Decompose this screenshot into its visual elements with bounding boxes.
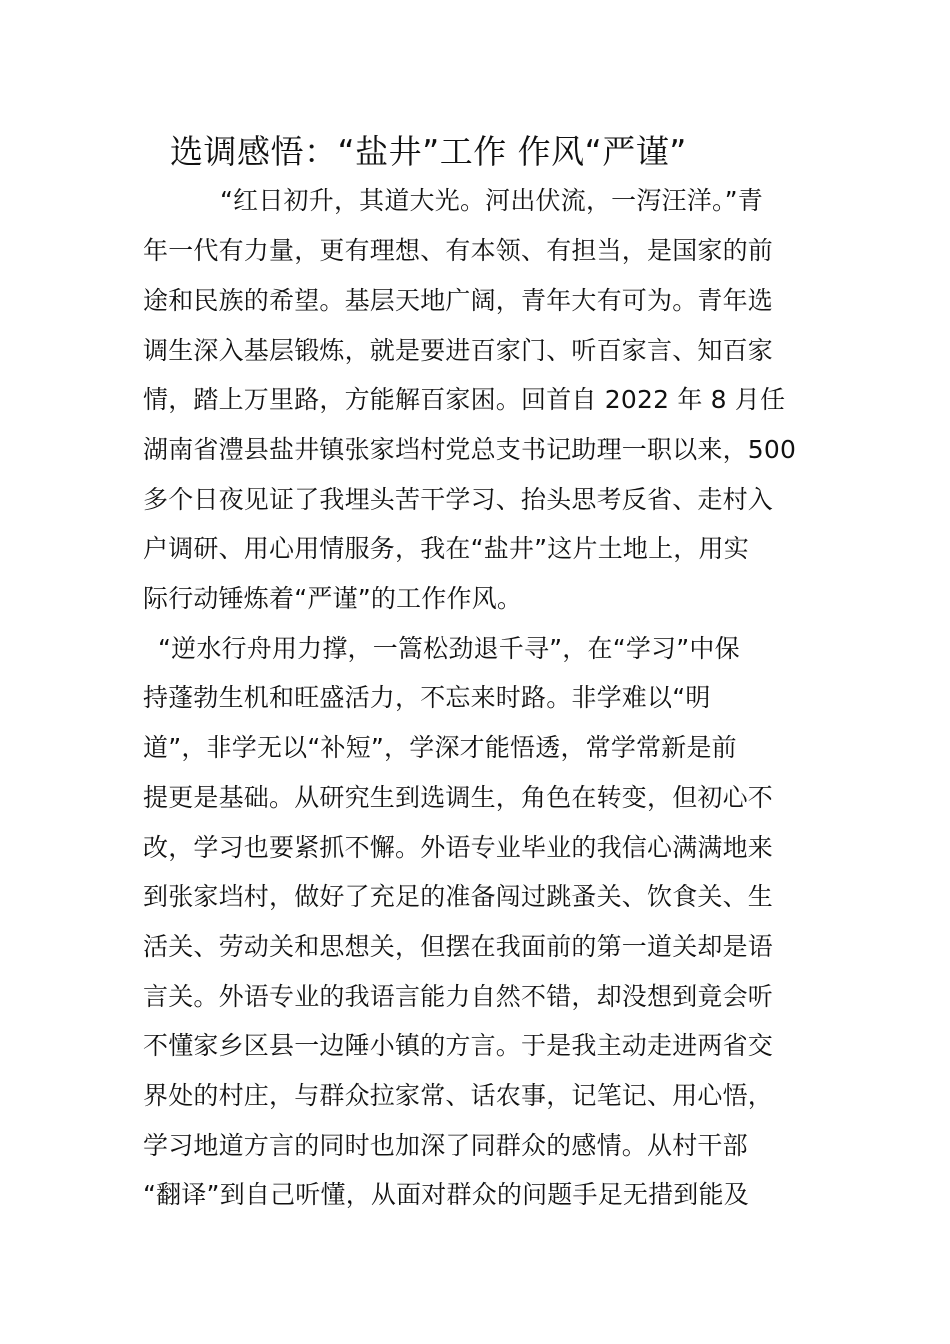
paragraph-2-line-7: 活关、劳动关和思想关，但摆在我面前的第一道关却是语 [143, 932, 774, 961]
paragraph-1-line-5: 情，踏上万里路，方能解百家困。回首自 2022 年 8 月任 [143, 385, 786, 414]
paragraph-1-line-3: 途和民族的希望。基层天地广阔，青年大有可为。青年选 [143, 286, 774, 315]
paragraph-1-line-2: 年一代有力量，更有理想、有本领、有担当，是国家的前 [143, 236, 774, 265]
paragraph-2-line-10: 界处的村庄，与群众拉家常、话农事，记笔记、用心悟， [143, 1081, 774, 1110]
paragraph-1-line-9: 际行动锤炼着“严谨”的工作作风。 [143, 584, 523, 613]
paragraph-1-line-1: “红日初升，其道大光。河出伏流，一泻汪洋。”青 [220, 186, 764, 215]
paragraph-2-line-6: 到张家垱村，做好了充足的准备闯过跳蚤关、饮食关、生 [143, 882, 774, 911]
paragraph-2-line-12: “翻译”到自己听懂，从面对群众的问题手足无措到能及 [143, 1180, 749, 1209]
paragraph-2-line-1: “逆水行舟用力撑，一篙松劲退千寻”，在“学习”中保 [158, 634, 740, 663]
paragraph-2-line-9: 不懂家乡区县一边陲小镇的方言。于是我主动走进两省交 [143, 1031, 774, 1060]
paragraph-2-line-5: 改，学习也要紧抓不懈。外语专业毕业的我信心满满地来 [143, 833, 774, 862]
paragraph-1-line-6: 湖南省澧县盐井镇张家垱村党总支书记助理一职以来，500 [143, 435, 797, 464]
paragraph-2-line-8: 言关。外语专业的我语言能力自然不错，却没想到竟会听 [143, 982, 774, 1011]
paragraph-2-line-4: 提更是基础。从研究生到选调生，角色在转变，但初心不 [143, 783, 774, 812]
paragraph-1-line-7: 多个日夜见证了我埋头苦干学习、抬头思考反省、走村入 [143, 485, 774, 514]
paragraph-1-line-8: 户调研、用心用情服务，我在“盐井”这片土地上，用实 [143, 534, 749, 563]
paragraph-2-line-3: 道”，非学无以“补短”，学深才能悟透，常学常新是前 [143, 733, 737, 762]
document-title: 选调感悟：“盐井”工作 作风“严谨” [170, 132, 687, 171]
paragraph-2-line-2: 持蓬勃生机和旺盛活力，不忘来时路。非学难以“明 [143, 683, 711, 712]
paragraph-2-line-11: 学习地道方言的同时也加深了同群众的感情。从村干部 [143, 1131, 748, 1160]
paragraph-1-line-4: 调生深入基层锻炼，就是要进百家门、听百家言、知百家 [143, 336, 774, 365]
